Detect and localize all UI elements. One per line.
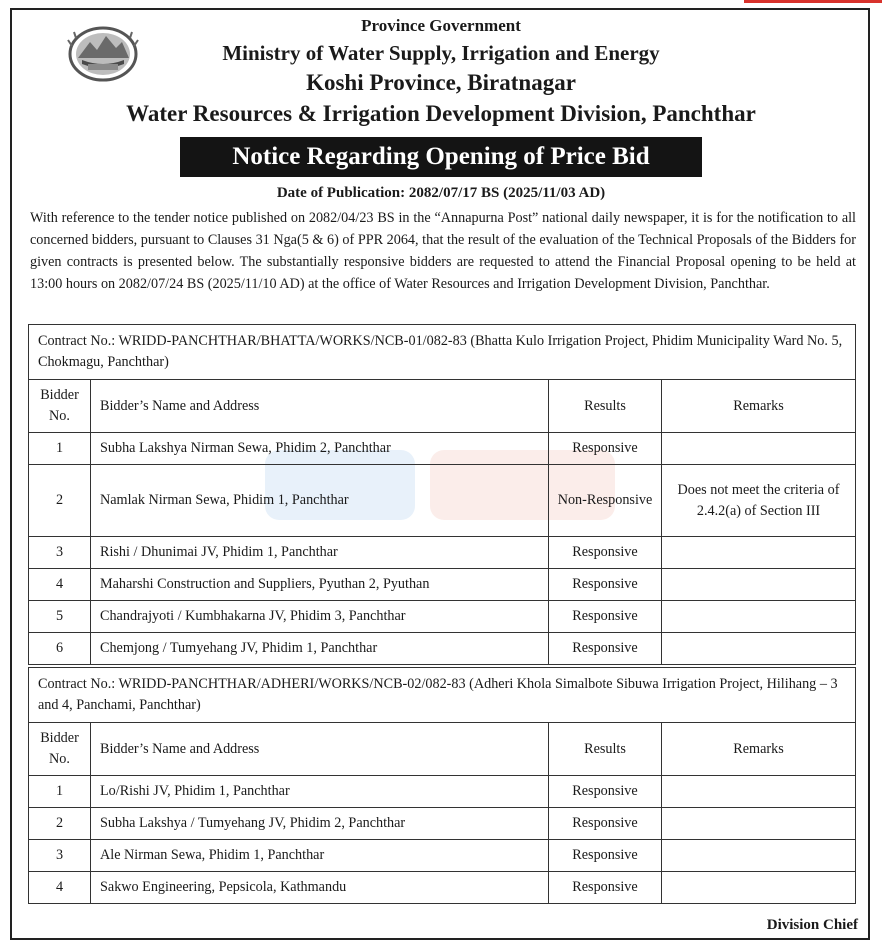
- notice-title: Notice Regarding Opening of Price Bid: [180, 137, 702, 177]
- bidder-name: Subha Lakshya Nirman Sewa, Phidim 2, Panchthar: [91, 433, 549, 465]
- header-remarks: Remarks: [662, 723, 856, 776]
- bidder-no: 4: [29, 569, 91, 601]
- bidder-no: 1: [29, 433, 91, 465]
- table-row: [29, 465, 856, 537]
- contract-table-2: [28, 667, 856, 904]
- bidder-result: Responsive: [549, 537, 662, 569]
- bidder-no: 3: [29, 537, 91, 569]
- header-province-government: Province Government: [361, 16, 521, 35]
- bidder-name: Maharshi Construction and Suppliers, Pyuthan 2, Pyuthan: [91, 569, 549, 601]
- bidder-result: Non-Responsive: [549, 465, 662, 537]
- header-bidder-no: Bidder No.: [29, 380, 91, 433]
- bidder-remark: [662, 601, 856, 633]
- table-row: [29, 433, 856, 465]
- table-row: [29, 872, 856, 904]
- contract-label: Contract No.: WRIDD-PANCHTHAR/BHATTA/WORKS/NCB-01/082-83 (Bhatta Kulo Irrigation Project, Phidim Municipality Ward No. 5, Chokmagu, Panchthar): [29, 325, 856, 380]
- table-header-row: [29, 723, 856, 776]
- header-results: Results: [549, 380, 662, 433]
- bidder-remark: [662, 569, 856, 601]
- bidder-name: Subha Lakshya / Tumyehang JV, Phidim 2, Panchthar: [91, 808, 549, 840]
- bidder-result: Responsive: [549, 433, 662, 465]
- bidder-no: 2: [29, 465, 91, 537]
- bidder-no: 3: [29, 840, 91, 872]
- bidder-remark: [662, 840, 856, 872]
- table-row: [29, 808, 856, 840]
- table-header-row: [29, 380, 856, 433]
- bidder-name: Namlak Nirman Sewa, Phidim 1, Panchthar: [91, 465, 549, 537]
- bidder-no: 2: [29, 808, 91, 840]
- bidder-result: Responsive: [549, 569, 662, 601]
- header-name: Bidder’s Name and Address: [91, 380, 549, 433]
- contract-table-1: [28, 324, 856, 665]
- table-row: [29, 633, 856, 665]
- bidder-result: Responsive: [549, 840, 662, 872]
- bidder-remark: Does not meet the criteria of 2.4.2(a) of Section III: [662, 465, 856, 537]
- corner-accent-tab: [744, 0, 882, 3]
- bidder-name: Sakwo Engineering, Pepsicola, Kathmandu: [91, 872, 549, 904]
- table-row: [29, 776, 856, 808]
- body-paragraph: With reference to the tender notice published on 2082/04/23 BS in the “Annapurna Post” national daily newspaper, it is for the notification to all concerned bidders, pursuant to Clauses 31 Nga(5 & 6) of PPR 2064, that the result of the evaluation of the Technical Proposals of the Bidders for given contracts is presented below. The substantially responsive bidders are requested to attend the Financial Proposal opening to be held at 13:00 hours on 2082/07/24 BS (2025/11/10 AD) at the office of Water Resources and Irrigation Development Division, Panchthar.: [30, 210, 856, 292]
- header-ministry: Ministry of Water Supply, Irrigation and Energy: [222, 41, 660, 65]
- bidder-name: Lo/Rishi JV, Phidim 1, Panchthar: [91, 776, 549, 808]
- bidder-name: Chandrajyoti / Kumbhakarna JV, Phidim 3, Panchthar: [91, 601, 549, 633]
- header-name: Bidder’s Name and Address: [91, 723, 549, 776]
- bidder-result: Responsive: [549, 808, 662, 840]
- contract-label: Contract No.: WRIDD-PANCHTHAR/ADHERI/WORKS/NCB-02/082-83 (Adheri Khola Simalbote Sibuwa Irrigation Project, Hilihang – 3 and 4, Panchami, Panchthar): [29, 668, 856, 723]
- bidder-remark: [662, 433, 856, 465]
- header-results: Results: [549, 723, 662, 776]
- header-remarks: Remarks: [662, 380, 856, 433]
- table-row: [29, 840, 856, 872]
- bidder-name: Rishi / Dhunimai JV, Phidim 1, Panchthar: [91, 537, 549, 569]
- bidder-result: Responsive: [549, 633, 662, 665]
- header-division: Water Resources & Irrigation Development Division, Panchthar: [126, 101, 756, 126]
- publication-date: Date of Publication: 2082/07/17 BS (2025/11/03 AD): [276, 185, 606, 201]
- bidder-no: 4: [29, 872, 91, 904]
- bidder-no: 5: [29, 601, 91, 633]
- bidder-remark: [662, 808, 856, 840]
- bidder-result: Responsive: [549, 776, 662, 808]
- table-row: [29, 569, 856, 601]
- table-row: [29, 601, 856, 633]
- bidder-result: Responsive: [549, 601, 662, 633]
- header-bidder-no: Bidder No.: [29, 723, 91, 776]
- bidder-no: 6: [29, 633, 91, 665]
- signature-division-chief: Division Chief: [766, 917, 858, 933]
- bidder-name: Ale Nirman Sewa, Phidim 1, Panchthar: [91, 840, 549, 872]
- bidder-name: Chemjong / Tumyehang JV, Phidim 1, Panchthar: [91, 633, 549, 665]
- bidder-remark: [662, 872, 856, 904]
- bidder-no: 1: [29, 776, 91, 808]
- table-row: [29, 537, 856, 569]
- bidder-remark: [662, 776, 856, 808]
- bidder-remark: [662, 633, 856, 665]
- bidder-result: Responsive: [549, 872, 662, 904]
- header-province: Koshi Province, Biratnagar: [306, 70, 576, 95]
- bidder-remark: [662, 537, 856, 569]
